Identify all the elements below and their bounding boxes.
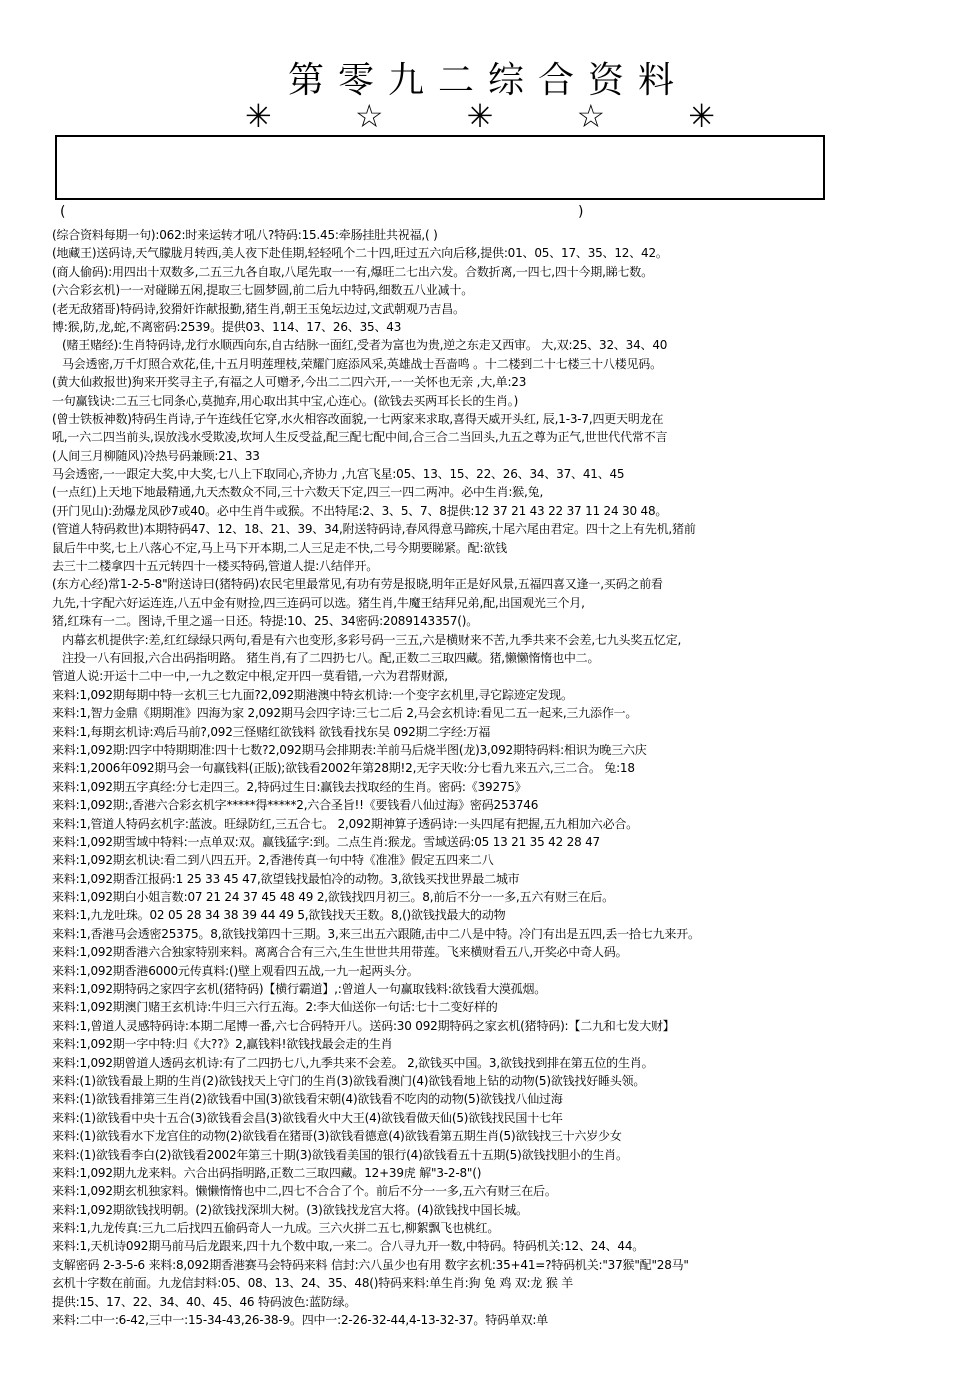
text-line: 玄机十字数在前面。九龙信封料:05、08、13、24、35、48()特码来料:单生肖:狗 兔 鸡 双:龙 猴 羊 [52, 1276, 574, 1291]
text-line: 支解密码 2-3-5-6 来料:8,092期香港赛马会特码来料 信封:六八虽少也有用 数字玄机:35+41=?特码机关:"37猴"配"28马" [52, 1257, 689, 1272]
text-line: 管道人说:开运十二中一中,一九之数定中根,定开四一莫看错,一六为君帮财源, [52, 669, 448, 684]
text-line: 来料:1,管道人特码玄机字:蓝波。旺绿防红,三五合七。 2,092期神算子透码诗:一头四尾有把握,五九相加六必合。 [52, 816, 638, 831]
text-line: 来料:1,092期每期中特一玄机三七九面?2,092期港澳中特玄机诗:一个变字玄机里,寻它踪迹定发现。 [52, 687, 573, 702]
text-line: 马会透密,万千灯照合欢花,佳,十五月明莲理枝,荣耀门庭添风采,英雄战士吾啬鸣 。十二楼到二十七楼三十八楼见码。 [62, 356, 662, 371]
text-line: 来料:1,092期澳门赌王玄机诗:牛归三六行五海。2:李大仙送你一句话:七十二变好样的 [52, 1000, 498, 1015]
page-title: 第零九二综合资料 [287, 60, 688, 101]
blank-banner-box [55, 135, 825, 200]
text-line: 来料:1,九龙传真:三九二后找四五偷码奇人一九成。三六火拼二五七,柳絮飘飞也桃红。 [52, 1221, 500, 1236]
text-line: 来料:1,天机诗092期马前马后龙跟来,四十九个数中取,一来二。合八寻九开一数,中特码。特码机关:12、24、44。 [52, 1239, 645, 1254]
star-outline-icon: ☆ [354, 97, 384, 135]
open-paren: ( [60, 204, 66, 220]
text-line: 来料:1,092期:,香港六合彩玄机字*****得*****2,六合圣旨!!《要钱看八仙过海》密码253746 [52, 798, 539, 813]
text-line: (赌王赌经):生肖特码诗,龙行水顺西向东,自古结脉一面红,受者为富也为贵,逆之东走又西审。 大,双:25、32、34、40 [62, 338, 668, 353]
text-line: 来料:1,092期香港6000元传真料:()壁上观看四五战,一九一起两头分。 [52, 963, 419, 978]
text-line: 来料:1,092期:四字中特期期准:四十七数?2,092期马会排期表:羊前马后烧半图(龙)3,092期特码料:相识为晚三六庆 [52, 742, 647, 757]
text-line: (人间三月柳随风)冷热号码兼顾:21、33 [52, 448, 260, 463]
text-line: 来料:1,092期玄机独家料。懒懒惰惰也中二,四七不合合了个。前后不分一一多,五六有财三在后。 [52, 1184, 557, 1199]
text-line: (开门见山):劲爆龙凤砂7或40。必中生肖牛或猴。不出特尾:2、3、5、7、8提供:12 37 21 43 22 37 11 24 30 48。 [52, 503, 668, 518]
text-line: 来料:1,每期玄机诗:鸡后马前?,092三怪赌红欲钱料 欲钱看找东吴 092期二字经:万福 [52, 724, 491, 739]
close-paren: ) [578, 204, 584, 220]
text-line: 来料:1,092期香江报码:1 25 33 45 47,欲望钱找最怕冷的动物。3,欲钱买找世界最二城市 [52, 871, 520, 886]
text-line: 来料:1,092期玄机诀:看二到八四五开。2,香港传真一句中特《准准》假定五四来二八 [52, 853, 494, 868]
text-line: 博:猴,防,龙,蛇,不离密码:2539。提供03、114、17、26、35、43 [52, 319, 402, 334]
text-line: 来料:1,香港马会透密25375。8,欲钱找第四十三期。3,来三出五六跟随,击中二八是中特。冷门有出是五四,丢一拾七九来开。 [52, 926, 700, 941]
text-line: 来料:1,092期五字真经:分七走四三。2,特码过生日:赢钱去找取经的生肖。密码:《39275》 [52, 779, 527, 794]
text-line: 来料:二中一:6-42,三中一:15-34-43,26-38-9。四中一:2-26-32-44,4-13-32-37。特码单双:单 [52, 1313, 549, 1328]
text-lines [52, 226, 932, 1329]
text-line: (老无敌猪哥)特码诗,狡猾奸诈献报勤,猪生肖,朝王玉兔坛边过,文武朝观乃吉昌。 [52, 301, 465, 316]
text-line: 来料:1,092期白小姐言数:07 21 24 37 45 48 49 2,欲钱找四月初三。8,前后不分一一多,五六有财三在后。 [52, 890, 614, 905]
text-line: 来料:1,092期欲钱找明朝。(2)欲钱找深圳大树。(3)欲钱找龙宫大将。(4)欲钱找中国长城。 [52, 1202, 528, 1217]
star-outline-icon: ☆ [576, 97, 606, 135]
text-line: (曾士铁板神数)特码生肖诗,子午连线任它穿,水火相容改面貌,一七两家来求取,喜得天威开头红, 辰,1-3-7,四更天明龙在 [52, 411, 664, 426]
text-line: 来料:1,智力金鼎《期期准》四海为家 2,092期马会四字诗:三七二后 2,马会玄机诗:看见二五一起来,三九添作一。 [52, 706, 638, 721]
text-line: 来料:1,092期特码之家四字玄机(猪特码)【横行霸道】,:曾道人一句赢取钱料:欲钱看大漠孤烟。 [52, 982, 547, 997]
text-line: 来料:(1)欲钱看水下龙宫住的动物(2)欲钱看在猪哥(3)欲钱看德意(4)欲钱看第五期生肖(5)欲钱找三十六岁少女 [52, 1129, 622, 1144]
text-line: 来料:(1)欲钱看中央十五合(3)欲钱看会昌(3)欲钱看火中大王(4)欲钱看做天仙(5)欲钱找民国十七年 [52, 1110, 563, 1125]
asterisk-icon: ✳ [466, 97, 494, 135]
text-line: 来料:(1)欲钱看排第三生肖(2)欲钱看中国(3)欲钱看宋朝(4)欲钱看不吃肉的动物(5)欲钱找八仙过海 [52, 1092, 563, 1107]
text-line: 来料:1,092期雪域中特料:一点单双:双。赢钱猛字:到。二点生肖:猴龙。雪域送码:05 13 21 35 42 28 47 [52, 834, 600, 849]
text-line: 吼,一六二四当前头,误放浅水受欺凌,坎坷人生反受益,配三配七配中间,合三合二当回头,九五之尊为正气,世世代代常不言 [52, 430, 668, 445]
text-line: 来料:(1)欲钱看李白(2)欲钱看2002年第三十期(3)欲钱看美国的银行(4)欲钱看五十五期(5)欲钱找胆小的生肖。 [52, 1147, 628, 1162]
text-line: (一点红)上天地下地最精通,九天杰数众不同,三十六数天下定,四三一四二两冲。必中生肖:猴,兔, [52, 485, 544, 500]
text-line: 去三十二楼拿四十五元转四十一楼买特码,管道人提:八结伴开。 [52, 559, 379, 574]
asterisk-icon: ✳ [245, 97, 272, 135]
text-line: 提供:15、17、22、34、40、45、46 特码波色:蓝防绿。 [52, 1294, 357, 1309]
text-line: 鼠后牛中奖,七上八落心不定,马上马下开本期,二人三足走不快,二号今期要睇紧。配:欲钱 [52, 540, 507, 555]
text-line: 来料:1,九龙吐珠。02 05 28 34 38 39 44 49 5,欲钱找天王数。8,()欲钱找最大的动物 [52, 908, 506, 923]
text-line: (黄大仙救报世)狗来开奖寻主子,有福之人可赠矛,今出二二四六开,一一关怀也无亲 ,大,单:23 [52, 375, 527, 390]
text-line: 来料:1,092期香港六合独家特别来料。离离合合有三六,生生世世共用带莲。飞来横财看五八,开奖必中奇人码。 [52, 945, 628, 960]
text-line: 注投一八有回报,六合出码指明路。 猪生肖,有了二四扔七八。配,正数二三取四藏。猪,懒懒惰惰也中二。 [62, 650, 600, 665]
star-row [245, 96, 715, 136]
text-line: 来料:(1)欲钱看最上期的生肖(2)欲钱找天上守门的生肖(3)欲钱看澳门(4)欲钱看地上钻的动物(5)欲钱找好睡头领。 [52, 1073, 646, 1088]
text-line: 猪,红珠有一二。图诗,千里之遥一日还。特提:10、25、34密码:2089143357()。 [52, 614, 479, 629]
asterisk-icon: ✳ [688, 97, 715, 135]
text-line: (六合彩玄机)一一对碰睇五闲,提取三七圆梦圆,前二后九中特码,细数五八业减十。 [52, 283, 474, 298]
text-line: 来料:1,092期九龙来料。六合出码指明路,正数二三取四藏。12+39虎 解"3-2-8"() [52, 1165, 482, 1180]
text-line: (管道人特码救世)本期特码47、12、18、21、39、34,附送特码诗,春风得意马蹄疾,十尾六尾由君定。四十之上有先机,猪前 [52, 522, 696, 537]
text-line: 来料:1,2006年092期马会一句赢钱料(正版);欲钱看2002年第28期!2,无字天收:分七看九来五六,三二合。 兔:18 [52, 761, 635, 776]
text-line: (地藏王)送码诗,天气朦胧月转西,美人夜下赴佳期,轻轻吼个二十四,旺过五六向后移,提供:01、05、17、35、12、42。 [52, 246, 668, 261]
text-line: (商人偷码):用四出十双数多,二五三九各自取,八尾先取一一有,爆旺二七出六发。合数折离,一四七,四十今期,睇七数。 [52, 264, 653, 279]
text-line: 内幕玄机提供字:差,红红绿绿只两句,看是有六也变形,多彩号码一三五,六是横财来不苦,九季共来不会差,七九头奖五忆定, [62, 632, 682, 647]
text-line: 马会透密,一一跟定大奖,中大奖,七八上下取同心,齐协力 ,九宫飞星:05、13、15、22、26、34、37、41、45 [52, 467, 625, 482]
text-line: 九先,十字配六好运连连,八五中金有财捡,四三连码可以选。猪生肖,牛魔王结拜兄弟,配,出国观光三个月, [52, 595, 585, 610]
text-line: 来料:1,092期一字中特:归《大??》2,赢钱料!欲钱找最会走的生肖 [52, 1037, 393, 1052]
text-line: 一句赢钱诀:二五三七同条心,莫抛弃,用心取出其中宝,心连心。(欲钱去买两耳长长的生肖。) [52, 393, 519, 408]
text-line: 来料:1,曾道人灵感特码诗:本期二尾博一番,六七合码特开八。送码:30 092期特码之家玄机(猪特码):【二九和七发大财】 [52, 1018, 675, 1033]
text-line: (东方心经)常1-2-5-8"附送诗曰(猪特码)农民宅里最常见,有功有劳是报晓,明年正是好风景,五福四喜又逢一,买码之前看 [52, 577, 663, 592]
text-line: 来料:1,092期曾道人透码玄机诗:有了二四扔七八,九季共来不会差。 2,欲钱买中国。3,欲钱找到排在第五位的生肖。 [52, 1055, 654, 1070]
text-line: (综合资料每期一句):062:时来运转才吼八?特码:15.45:牵肠挂肚共祝福,( ) [52, 228, 438, 242]
